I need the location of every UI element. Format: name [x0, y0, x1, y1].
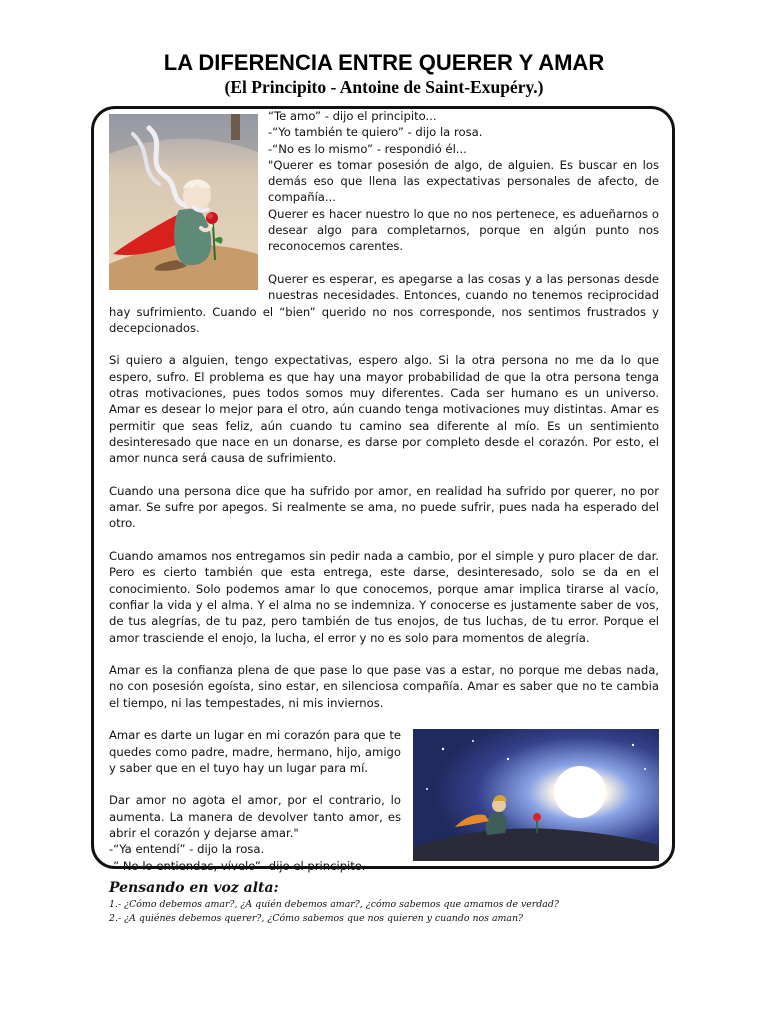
- little-prince-with-rose-illustration: [109, 114, 258, 290]
- paragraph: Amar es la confianza plena de que pase lo que pase vas a estar, no porque me debas nada, no con posesión egoísta, sino estar, en silenciosa compañía. Amar es saber que no te cambia el tiempo, ni las tempestades, ni mis inviernos.: [109, 663, 659, 710]
- thinking-question-1: 1.- ¿Cómo debemos amar?, ¿A quién debemos amar?, ¿cómo sabemos que amamos de verdad?: [109, 899, 559, 910]
- paragraph: Amar es darte un lugar en mi corazón para que te quedes como padre, madre, hermano, hijo, amigo y saber que en el tuyo hay un lugar para mí.: [109, 728, 401, 775]
- story-text: [109, 108, 659, 874]
- paragraph: Querer es esperar, es apegarse a las cosas y a las personas desde nuestras necesidades. Entonces, cuando no tenemos reciprocidad hay sufrimiento. Cuando el “bien” querido no nos corresponde, nos sentimos frustrados y decepcionados.: [109, 271, 659, 335]
- dialogue-line: “Te amo” - dijo el principito...: [268, 109, 437, 123]
- thinking-section: [109, 878, 669, 926]
- dialogue-line: "Querer es tomar posesión de algo, de alguien. Es buscar en los demás eso que llena las expectativas personales de afecto, de compañía...: [268, 157, 659, 205]
- closing-line: -“Ya entendí” - dijo la rosa.: [109, 842, 265, 857]
- paragraph: Dar amor no agota el amor, por el contrario, lo aumenta. La manera de devolver tanto amor, es abrir el corazón y dejarse amar.": [109, 793, 401, 841]
- paragraph: Cuando amamos nos entregamos sin pedir nada a cambio, por el simple y puro placer de dar. Pero es cierto también que esta entrega, este darse, desinteresado, solo se da en el conocimiento. Solo podemos amar lo que conocemos, porque amar implica tirarse al vacío, confiar la vida y el alma. Y el alma no se indemniza. Y conocerse es justamente saber de vos, de tus alegrías, de tu paz, pero también de tus enojos, de tus luchas, de tu error. Porque el amor trasciende el enojo, la lucha, el error y no es solo para momentos de alegría.: [109, 549, 659, 645]
- thinking-heading: Pensando en voz alta:: [109, 880, 279, 896]
- little-prince-sunset-image: [413, 729, 659, 861]
- little-prince-sunset-illustration: [413, 729, 659, 861]
- dialogue-line: -“No es lo mismo” - respondió él...: [268, 141, 467, 156]
- dialogue-line: -“Yo también te quiero” - dijo la rosa.: [268, 125, 483, 140]
- page-subtitle: (El Principito - Antoine de Saint-Exupéry.): [224, 77, 544, 97]
- page-title: LA DIFERENCIA ENTRE QUERER Y AMAR: [163, 50, 605, 75]
- little-prince-rose-image: [109, 114, 258, 290]
- dialogue-line: Querer es hacer nuestro lo que no nos pertenece, es adueñarnos o desear algo para completarnos, porque en algún punto nos reconocemos carentes.: [268, 206, 659, 254]
- paragraph: Cuando una persona dice que ha sufrido por amor, en realidad ha sufrido por querer, no por amar. Se sufre por apegos. Si realmente se ama, no puede sufrir, pues nada ha esperado del otro.: [109, 483, 659, 531]
- paragraph: Si quiero a alguien, tengo expectativas, espero algo. Si la otra persona no me da lo que espero, sufro. El problema es que hay una mayor probabilidad de que la otra persona tenga otras motivaciones, pues todos somos muy diferentes. Cada ser humano es un universo. Amar es desear lo mejor para el otro, aún cuando tenga motivaciones muy distintas. Amar es permitir que seas feliz, aún cuando tu camino sea diferente al mío. Es un sentimiento desinteresado que nace en un donarse, es darse por completo desde el corazón. Por esto, el amor nunca será causa de sufrimiento.: [109, 353, 659, 466]
- thinking-question-2: 2.- ¿A quiénes debemos querer?, ¿Cómo sabemos que nos quieren y cuando nos aman?: [109, 913, 524, 924]
- closing-line: -” No lo entiendas, vívelo” -dijo el principito.: [109, 858, 366, 873]
